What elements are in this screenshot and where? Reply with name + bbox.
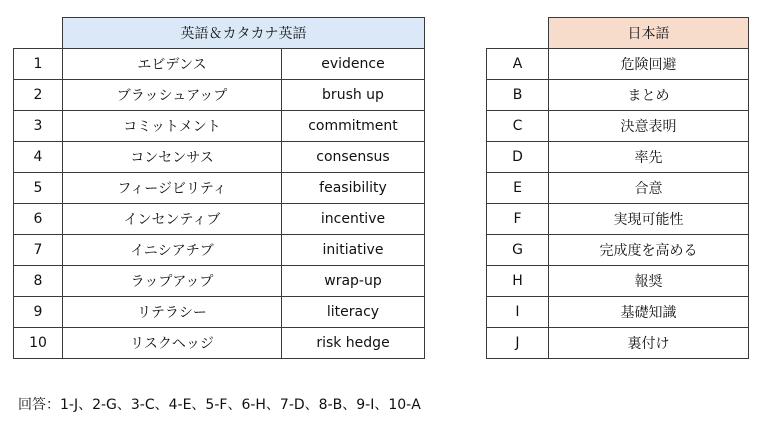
- english-cell: incentive: [282, 204, 425, 235]
- katakana-cell: リスクヘッジ: [63, 328, 282, 359]
- row-letter-cell: J: [487, 328, 549, 359]
- table-row: [14, 297, 425, 328]
- left-table-header: 英語＆カタカナ英語: [63, 18, 425, 49]
- table-row: [487, 204, 749, 235]
- row-letter-cell: B: [487, 80, 549, 111]
- right-table-header-row: [487, 18, 749, 49]
- japanese-cell: 報奨: [549, 266, 749, 297]
- english-cell: initiative: [282, 235, 425, 266]
- row-letter-cell: A: [487, 49, 549, 80]
- row-letter-cell: I: [487, 297, 549, 328]
- english-cell: evidence: [282, 49, 425, 80]
- row-letter-cell: G: [487, 235, 549, 266]
- table-row: [14, 80, 425, 111]
- right-table-corner: [487, 18, 549, 49]
- row-number-cell: 9: [14, 297, 63, 328]
- table-row: [14, 111, 425, 142]
- table-row: [487, 297, 749, 328]
- row-number-cell: 10: [14, 328, 63, 359]
- row-number-cell: 6: [14, 204, 63, 235]
- katakana-cell: イニシアチブ: [63, 235, 282, 266]
- english-cell: literacy: [282, 297, 425, 328]
- japanese-cell: 決意表明: [549, 111, 749, 142]
- left-table-corner: [14, 18, 63, 49]
- japanese-cell: 率先: [549, 142, 749, 173]
- right-table-body: [487, 49, 749, 359]
- table-row: [14, 266, 425, 297]
- row-number-cell: 5: [14, 173, 63, 204]
- table-row: [487, 49, 749, 80]
- row-number-cell: 8: [14, 266, 63, 297]
- japanese-cell: 裏付け: [549, 328, 749, 359]
- english-cell: wrap-up: [282, 266, 425, 297]
- katakana-cell: エビデンス: [63, 49, 282, 80]
- katakana-cell: リテラシー: [63, 297, 282, 328]
- english-cell: consensus: [282, 142, 425, 173]
- english-katakana-table: [13, 17, 425, 359]
- english-cell: risk hedge: [282, 328, 425, 359]
- table-row: [487, 111, 749, 142]
- row-letter-cell: E: [487, 173, 549, 204]
- katakana-cell: フィージビリティ: [63, 173, 282, 204]
- japanese-cell: 合意: [549, 173, 749, 204]
- katakana-cell: インセンティブ: [63, 204, 282, 235]
- katakana-cell: コミットメント: [63, 111, 282, 142]
- row-number-cell: 7: [14, 235, 63, 266]
- table-row: [14, 204, 425, 235]
- table-row: [487, 173, 749, 204]
- katakana-cell: ラップアップ: [63, 266, 282, 297]
- right-table-header: 日本語: [549, 18, 749, 49]
- japanese-cell: 完成度を高める: [549, 235, 749, 266]
- table-row: [487, 142, 749, 173]
- row-letter-cell: C: [487, 111, 549, 142]
- english-cell: commitment: [282, 111, 425, 142]
- japanese-cell: まとめ: [549, 80, 749, 111]
- japanese-cell: 実現可能性: [549, 204, 749, 235]
- row-letter-cell: D: [487, 142, 549, 173]
- japanese-cell: 危険回避: [549, 49, 749, 80]
- left-table-body: [14, 49, 425, 359]
- english-cell: feasibility: [282, 173, 425, 204]
- table-row: [487, 235, 749, 266]
- table-row: [487, 266, 749, 297]
- table-row: [14, 328, 425, 359]
- answer-text: 回答：1-J、2-G、3-C、4-E、5-F、6-H、7-D、8-B、9-I、10-A: [18, 397, 421, 413]
- row-number-cell: 2: [14, 80, 63, 111]
- table-row: [14, 235, 425, 266]
- english-cell: brush up: [282, 80, 425, 111]
- row-number-cell: 1: [14, 49, 63, 80]
- katakana-cell: ブラッシュアップ: [63, 80, 282, 111]
- row-number-cell: 3: [14, 111, 63, 142]
- row-letter-cell: F: [487, 204, 549, 235]
- table-row: [487, 328, 749, 359]
- table-row: [14, 173, 425, 204]
- katakana-cell: コンセンサス: [63, 142, 282, 173]
- table-row: [14, 142, 425, 173]
- japanese-cell: 基礎知識: [549, 297, 749, 328]
- row-number-cell: 4: [14, 142, 63, 173]
- left-table-header-row: [14, 18, 425, 49]
- table-row: [14, 49, 425, 80]
- row-letter-cell: H: [487, 266, 549, 297]
- japanese-table: [486, 17, 749, 359]
- table-row: [487, 80, 749, 111]
